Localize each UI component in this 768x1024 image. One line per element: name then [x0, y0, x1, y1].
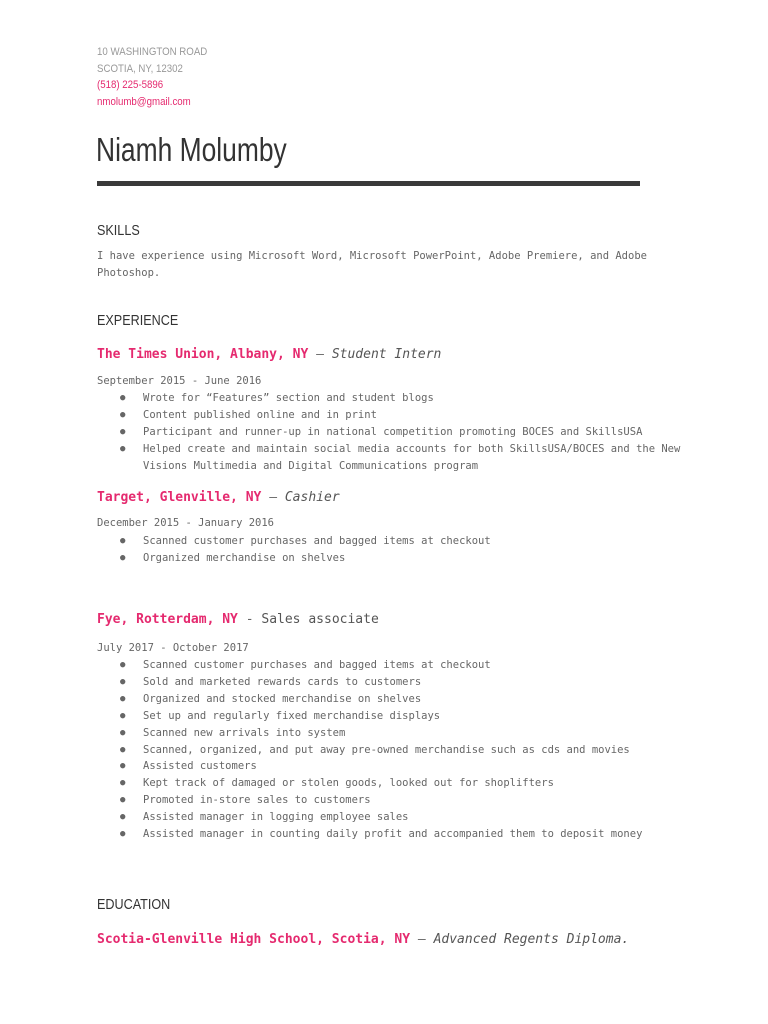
- bullet-text: Scanned new arrivals into system: [143, 726, 346, 739]
- list-item: ● Sold and marketed rewards cards to customers: [120, 675, 422, 688]
- degree: Advanced Regents Diploma.: [433, 932, 630, 947]
- skills-heading: SKILLS: [97, 222, 140, 239]
- job-heading: [97, 346, 441, 364]
- list-item: ● Assisted manager in logging employee sales: [120, 811, 409, 824]
- bullet-text: Assisted manager in counting daily profit and accompanied them to deposit money: [143, 828, 643, 841]
- list-item: ● Organized merchandise on shelves: [120, 551, 346, 564]
- experience-heading: EXPERIENCE: [97, 312, 179, 329]
- list-item: ● Participant and runner-up in national competition promoting BOCES and SkillsUSA: [120, 425, 643, 438]
- bullet-text: Assisted customers: [143, 760, 257, 773]
- job-heading: [97, 489, 340, 507]
- job-dates: December 2015 - January 2016: [97, 517, 275, 529]
- job-organization: The Times Union, Albany, NY: [97, 347, 309, 362]
- bullet-text: Assisted manager in logging employee sales: [143, 811, 409, 824]
- bullet-text: Promoted in-store sales to customers: [143, 794, 371, 807]
- bullet-text: Scanned customer purchases and bagged items at checkout: [143, 535, 491, 547]
- person-name: Niamh Molumby: [96, 131, 287, 168]
- list-item: ● Scanned new arrivals into system: [120, 726, 346, 739]
- bullet-text: Set up and regularly fixed merchandise displays: [143, 709, 441, 722]
- bullet-text: Organized and stocked merchandise on shelves: [143, 692, 422, 705]
- job-dates: July 2017 - October 2017: [97, 642, 249, 654]
- bullet-text: Participant and runner-up in national competition promoting BOCES and SkillsUSA: [143, 425, 643, 438]
- job-role: Sales associate: [261, 612, 379, 627]
- bullet-text: Wrote for “Features” section and student blogs: [143, 392, 434, 404]
- job-separator: —: [308, 347, 332, 362]
- list-item: ● Assisted customers: [120, 760, 257, 773]
- job-separator: —: [261, 490, 285, 505]
- job-organization: Fye, Rotterdam, NY: [97, 612, 238, 627]
- job-role: Student Intern: [331, 347, 442, 362]
- job-dates: September 2015 - June 2016: [97, 375, 262, 387]
- education-heading: EDUCATION: [97, 896, 171, 913]
- bullet-text: Scanned customer purchases and bagged items at checkout: [143, 659, 491, 671]
- list-item: ● Set up and regularly fixed merchandise displays: [120, 709, 441, 722]
- list-item: ● Scanned customer purchases and bagged items at checkout: [120, 659, 491, 671]
- job-heading: [97, 611, 379, 629]
- skills-text: I have experience using Microsoft Word, Microsoft PowerPoint, Adobe Premiere, and Adobe Photoshop.: [97, 250, 647, 279]
- bullet-text: Kept track of damaged or stolen goods, looked out for shoplifters: [143, 777, 554, 790]
- education-entry: [97, 931, 629, 949]
- job-organization: Target, Glenville, NY: [97, 490, 262, 505]
- list-item: ● Scanned customer purchases and bagged items at checkout: [120, 535, 491, 547]
- list-item: ● Organized and stocked merchandise on shelves: [120, 692, 422, 705]
- bullet-text: Organized merchandise on shelves: [143, 551, 346, 564]
- phone-number: (518) 225-5896: [97, 79, 164, 91]
- list-item: ● Kept track of damaged or stolen goods, looked out for shoplifters: [120, 777, 554, 790]
- job-bullet-list: [97, 533, 687, 567]
- email-address: nmolumb@gmail.com: [97, 95, 191, 108]
- education-separator: —: [410, 932, 434, 947]
- job-separator: -: [237, 612, 262, 627]
- job-bullet-list: [97, 390, 687, 475]
- list-item: ● Content published online and in print: [120, 408, 377, 421]
- contact-block: [97, 44, 207, 110]
- bullet-text: Scanned, organized, and put away pre-owned merchandise such as cds and movies: [143, 743, 630, 756]
- bullet-text: Content published online and in print: [143, 408, 377, 421]
- list-item: ● Wrote for “Features” section and student blogs: [120, 392, 434, 404]
- list-item: ● Scanned, organized, and put away pre-owned merchandise such as cds and movies: [120, 743, 630, 756]
- bullet-text: Sold and marketed rewards cards to customers: [143, 675, 422, 688]
- job-role: Cashier: [284, 490, 340, 505]
- bullet-text: Helped create and maintain social media accounts for both SkillsUSA/BOCES and the New Visions Multimedia and Digital Communications program: [143, 442, 681, 472]
- list-item: ● Assisted manager in counting daily profit and accompanied them to deposit money: [120, 828, 643, 841]
- school-name: Scotia-Glenville High School, Scotia, NY: [97, 932, 411, 947]
- address-line-1: 10 WASHINGTON ROAD: [97, 46, 208, 58]
- job-bullet-list: [97, 657, 687, 843]
- list-item: ● Promoted in-store sales to customers: [120, 794, 371, 807]
- address-line-2: SCOTIA, NY, 12302: [97, 62, 183, 75]
- list-item: ● Helped create and maintain social media accounts for both SkillsUSA/BOCES and the New Visions Multimedia and Digital Communications program: [120, 442, 681, 472]
- header-divider: [97, 181, 640, 186]
